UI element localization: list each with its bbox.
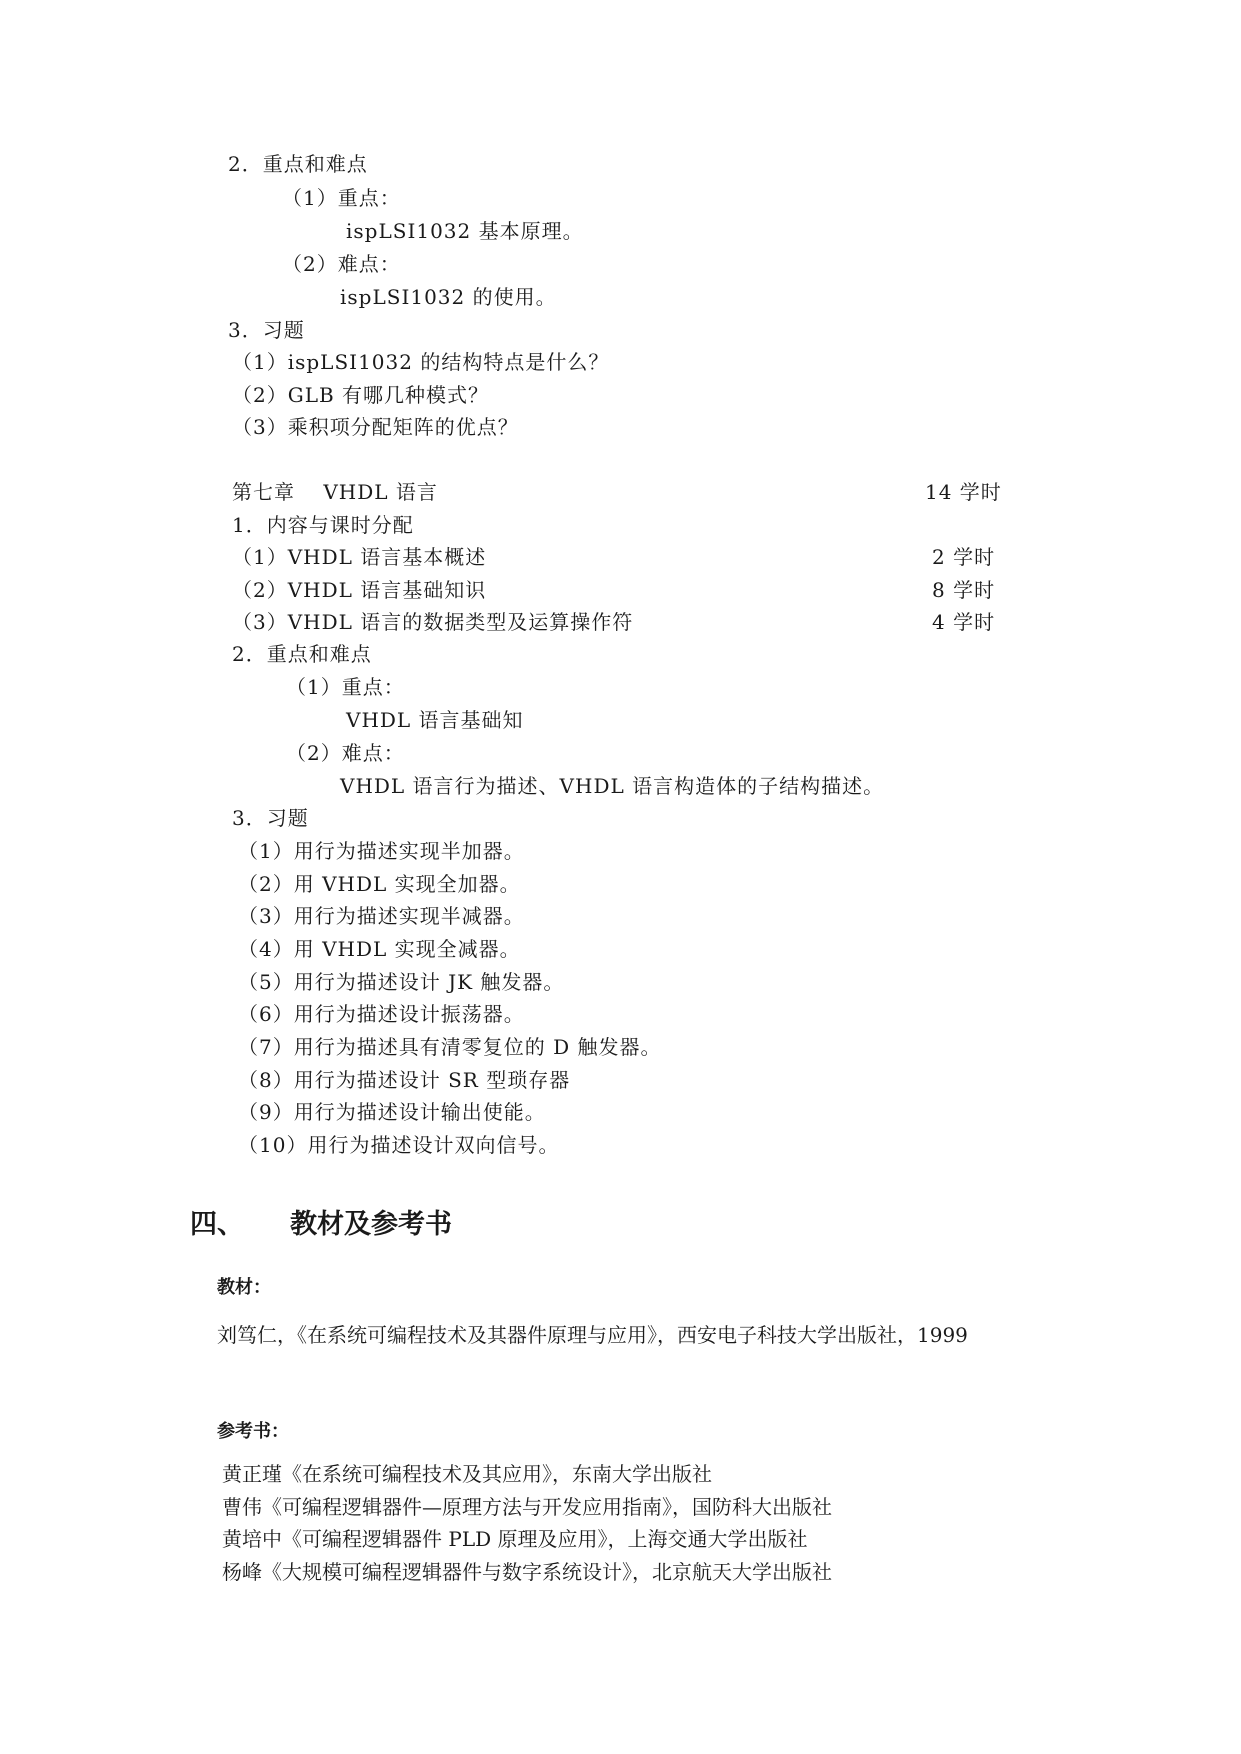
content-heading: 1．内容与课时分配 xyxy=(232,513,414,537)
exercise-item: （1）ispLSI1032 的结构特点是什么？ xyxy=(232,350,610,374)
exercise-item: （2）用 VHDL 实现全加器。 xyxy=(238,872,521,896)
exercise-item: （2）GLB 有哪几种模式？ xyxy=(232,383,490,407)
reference-item: 黄培中《可编程逻辑器件 PLD 原理及应用》，上海交通大学出版社 xyxy=(222,1527,808,1551)
exercise-item: （4）用 VHDL 实现全减器。 xyxy=(238,937,521,961)
key-text: VHDL 语言基础知 xyxy=(346,708,524,732)
exercises-heading: 3．习题 xyxy=(232,806,309,830)
exercise-item: （3）乘积项分配矩阵的优点？ xyxy=(232,415,519,439)
difficulty-label: （2）难点： xyxy=(286,741,405,765)
key-label: （1）重点： xyxy=(282,186,401,210)
section-title: 教材及参考书 xyxy=(290,1209,452,1240)
content-item: （3）VHDL 语言的数据类型及运算操作符 xyxy=(232,610,634,634)
key-points-heading: 2．重点和难点 xyxy=(232,642,372,666)
references-label: 参考书： xyxy=(217,1421,289,1442)
difficulty-label: （2）难点： xyxy=(282,252,401,276)
textbook-entry: 刘笃仁，《在系统可编程技术及其器件原理与应用》，西安电子科技大学出版社，1999 xyxy=(217,1323,968,1347)
chapter-title: 第七章 VHDL 语言 xyxy=(232,480,438,504)
exercise-item: （10）用行为描述设计双向信号。 xyxy=(238,1133,560,1157)
content-item: （2）VHDL 语言基础知识 xyxy=(232,578,487,602)
exercise-item: （1）用行为描述实现半加器。 xyxy=(238,839,525,863)
content-item-hours: 2 学时 xyxy=(932,545,996,569)
chapter-hours: 14 学时 xyxy=(925,480,1002,504)
exercise-item: （3）用行为描述实现半减器。 xyxy=(238,904,525,928)
exercise-item: （9）用行为描述设计输出使能。 xyxy=(238,1100,546,1124)
exercises-heading: 3．习题 xyxy=(228,318,305,342)
content-item: （1）VHDL 语言基本概述 xyxy=(232,545,487,569)
difficulty-text: ispLSI1032 的使用。 xyxy=(340,285,557,309)
key-label: （1）重点： xyxy=(286,675,405,699)
key-text: ispLSI1032 基本原理。 xyxy=(346,219,584,243)
key-points-heading: 2．重点和难点 xyxy=(228,152,368,176)
reference-item: 黄正瑾《在系统可编程技术及其应用》，东南大学出版社 xyxy=(222,1462,712,1486)
difficulty-text: VHDL 语言行为描述、VHDL 语言构造体的子结构描述。 xyxy=(340,774,885,798)
content-item-hours: 8 学时 xyxy=(932,578,996,602)
section-heading xyxy=(190,1208,452,1242)
content-item-hours: 4 学时 xyxy=(932,610,996,634)
textbook-label: 教材： xyxy=(217,1277,271,1298)
section-number: 四、 xyxy=(190,1209,244,1240)
exercise-item: （6）用行为描述设计振荡器。 xyxy=(238,1002,525,1026)
exercise-item: （5）用行为描述设计 JK 触发器。 xyxy=(238,970,565,994)
exercise-item: （8）用行为描述设计 SR 型琐存器 xyxy=(238,1068,571,1092)
reference-item: 杨峰《大规模可编程逻辑器件与数字系统设计》，北京航天大学出版社 xyxy=(222,1560,832,1584)
reference-item: 曹伟《可编程逻辑器件—原理方法与开发应用指南》，国防科大出版社 xyxy=(222,1495,832,1519)
exercise-item: （7）用行为描述具有清零复位的 D 触发器。 xyxy=(238,1035,662,1059)
